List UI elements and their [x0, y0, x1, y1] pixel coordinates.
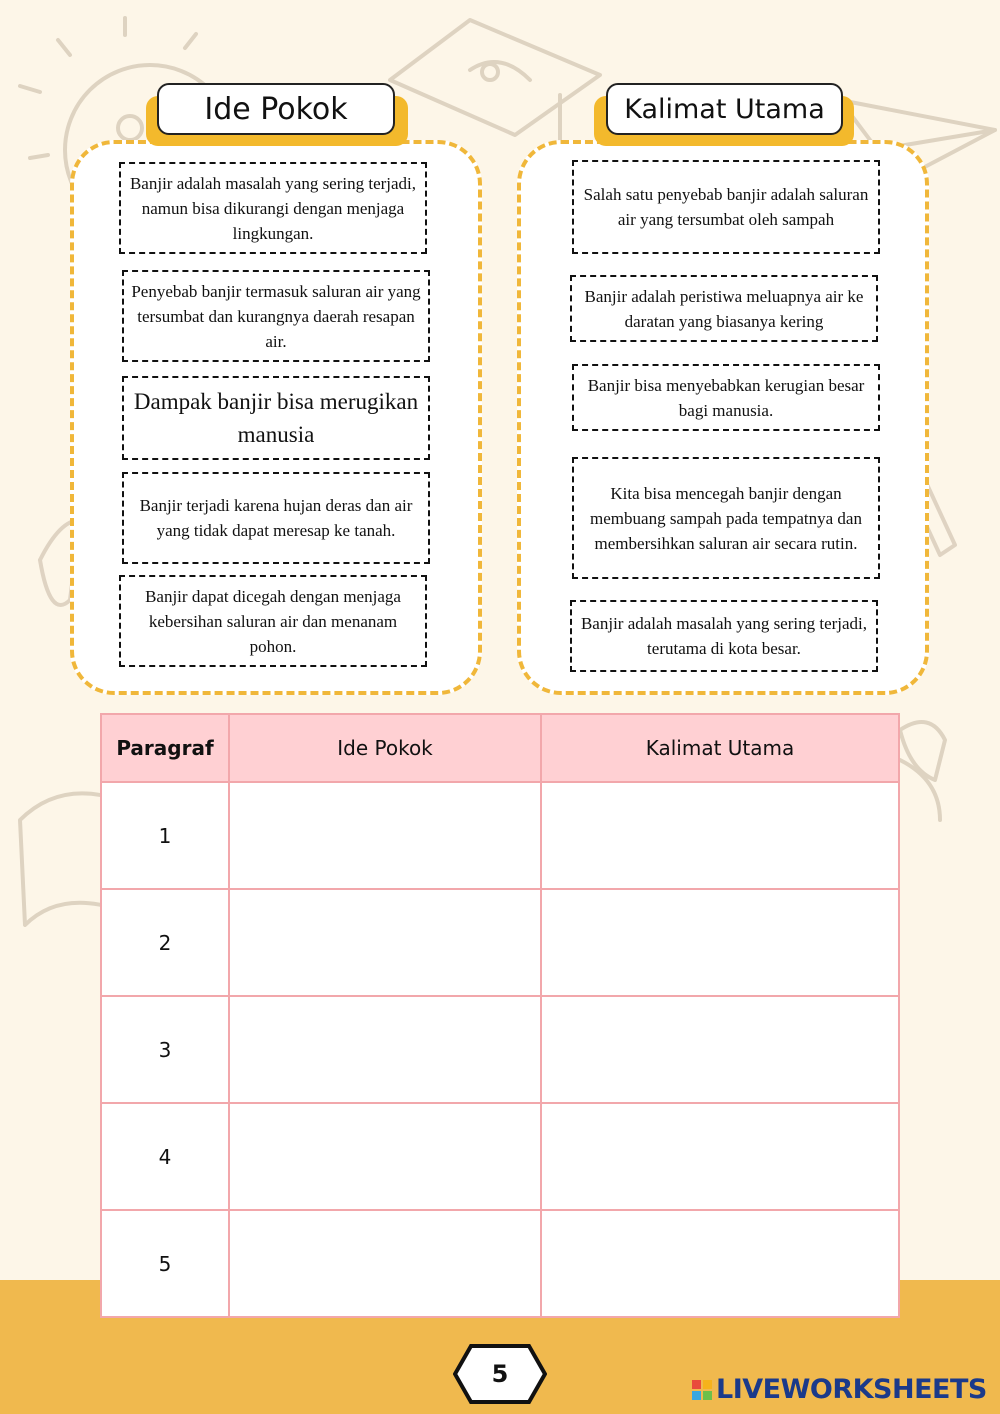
table-row	[101, 889, 899, 996]
graduation-cap-icon	[390, 20, 600, 155]
drop-zone-kalimat-utama-2[interactable]	[541, 889, 899, 996]
page-number-badge	[453, 1343, 547, 1405]
header-ide-pokok: Ide Pokok	[229, 714, 541, 782]
brand-name: LIVEWORKSHEETS	[716, 1374, 987, 1405]
liveworksheets-brand	[692, 1374, 987, 1405]
drop-zone-ide-pokok-2[interactable]	[229, 889, 541, 996]
drop-zone-kalimat-utama-5[interactable]	[541, 1210, 899, 1317]
book-stack-icon	[900, 722, 945, 820]
table-row	[101, 1103, 899, 1210]
paragraf-number: 1	[101, 782, 229, 889]
page-number: 5	[491, 1360, 509, 1388]
table-row	[101, 782, 899, 889]
drop-zone-ide-pokok-4[interactable]	[229, 1103, 541, 1210]
drag-card-ide-pokok-1[interactable]: Banjir adalah masalah yang sering terjadi, namun bisa dikurangi dengan menjaga lingkungan.	[119, 162, 427, 254]
answer-table	[100, 713, 900, 1318]
drop-zone-kalimat-utama-3[interactable]	[541, 996, 899, 1103]
paragraf-number: 3	[101, 996, 229, 1103]
paragraf-number: 2	[101, 889, 229, 996]
drop-zone-ide-pokok-1[interactable]	[229, 782, 541, 889]
drop-zone-kalimat-utama-1[interactable]	[541, 782, 899, 889]
drag-card-kalimat-utama-4[interactable]: Kita bisa mencegah banjir dengan membuang sampah pada tempatnya dan membersihkan saluran air secara rutin.	[572, 457, 880, 579]
drag-card-ide-pokok-3[interactable]: Dampak banjir bisa merugikan manusia	[122, 376, 430, 460]
paragraf-number: 4	[101, 1103, 229, 1210]
kalimat-utama-title: Kalimat Utama	[606, 83, 843, 135]
drag-card-ide-pokok-4[interactable]: Banjir terjadi karena hujan deras dan air yang tidak dapat meresap ke tanah.	[122, 472, 430, 564]
drop-zone-ide-pokok-3[interactable]	[229, 996, 541, 1103]
drop-zone-ide-pokok-5[interactable]	[229, 1210, 541, 1317]
table-row	[101, 996, 899, 1103]
drag-card-kalimat-utama-5[interactable]: Banjir adalah masalah yang sering terjadi, terutama di kota besar.	[570, 600, 878, 672]
drag-card-ide-pokok-5[interactable]: Banjir dapat dicegah dengan menjaga kebersihan saluran air dan menanam pohon.	[119, 575, 427, 667]
drag-card-kalimat-utama-3[interactable]: Banjir bisa menyebabkan kerugian besar bagi manusia.	[572, 364, 880, 431]
drag-card-kalimat-utama-1[interactable]: Salah satu penyebab banjir adalah saluran air yang tersumbat oleh sampah	[572, 160, 880, 254]
table-row	[101, 1210, 899, 1317]
drop-zone-kalimat-utama-4[interactable]	[541, 1103, 899, 1210]
drag-card-kalimat-utama-2[interactable]: Banjir adalah peristiwa meluapnya air ke daratan yang biasanya kering	[570, 275, 878, 342]
drag-card-ide-pokok-2[interactable]: Penyebab banjir termasuk saluran air yang tersumbat dan kurangnya daerah resapan air.	[122, 270, 430, 362]
header-kalimat-utama: Kalimat Utama	[541, 714, 899, 782]
header-paragraf: Paragraf	[101, 714, 229, 782]
table-header-row	[101, 714, 899, 782]
ide-pokok-title: Ide Pokok	[157, 83, 395, 135]
paragraf-number: 5	[101, 1210, 229, 1317]
liveworksheets-logo-icon	[692, 1380, 712, 1400]
